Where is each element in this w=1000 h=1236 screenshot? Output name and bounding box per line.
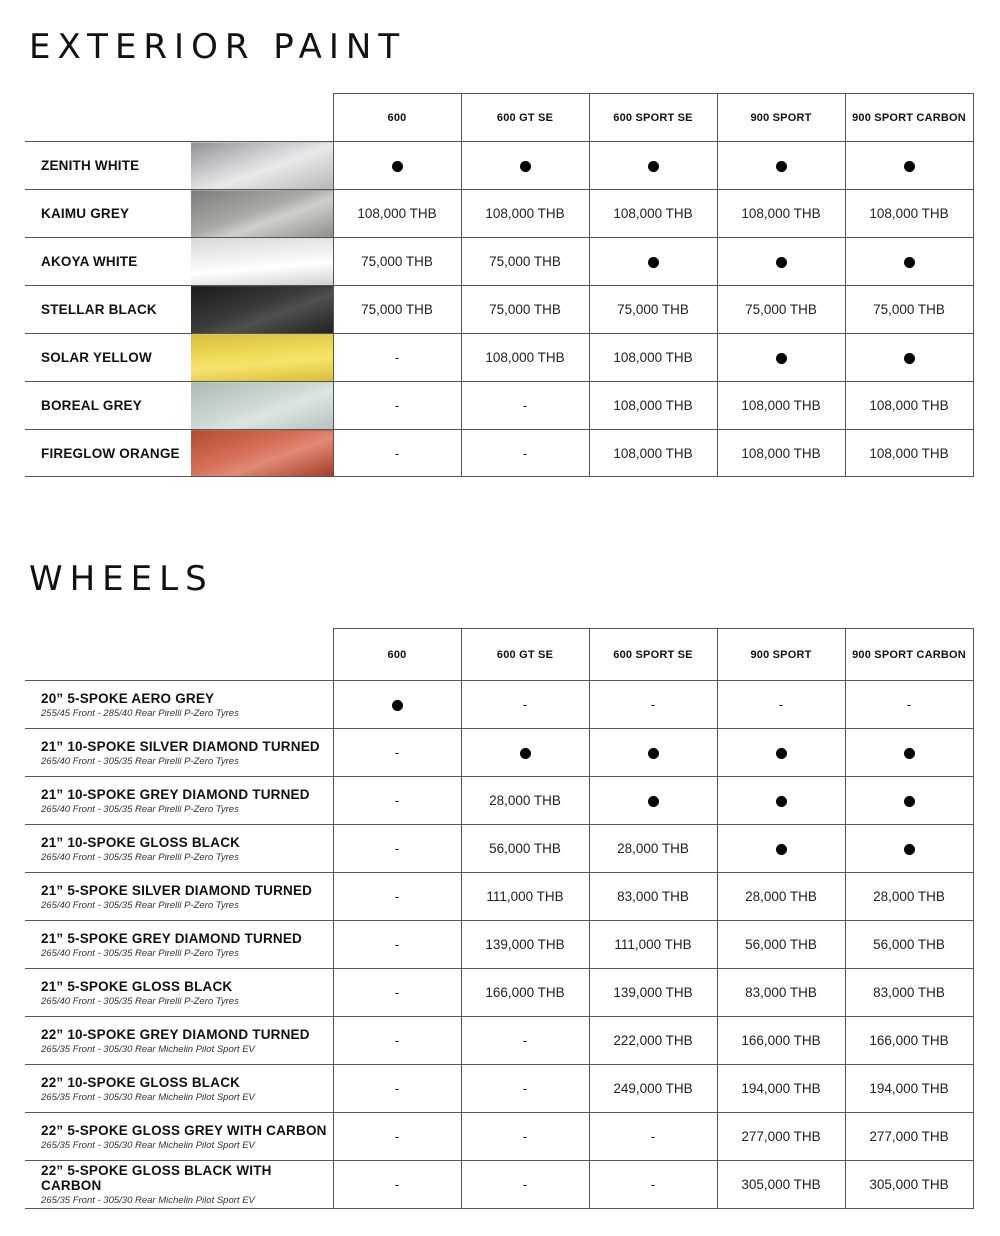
wheel-label-cell [25,873,333,921]
model-header: 600 GT SE [461,629,589,681]
standard-dot-icon [776,796,787,807]
wheel-row [25,825,973,873]
wheel-price-cell [845,825,973,873]
wheel-price-cell: - [333,921,461,969]
wheel-label-cell [25,1065,333,1113]
wheel-price-cell: 28,000 THB [461,777,589,825]
paint-price-cell: 108,000 THB [461,190,589,238]
paint-price-cell [589,238,717,286]
paint-swatch [191,286,333,334]
standard-dot-icon [904,796,915,807]
wheel-price-cell [333,681,461,729]
wheel-name: 20” 5-SPOKE AERO GREY [41,690,215,706]
paint-color-name: AKOYA WHITE [25,238,191,286]
wheel-price-cell: 28,000 THB [717,873,845,921]
paint-price-cell [845,238,973,286]
paint-price-cell: - [461,382,589,430]
paint-price-cell: 108,000 THB [845,430,973,477]
wheel-price-cell [845,777,973,825]
wheel-price-cell: 194,000 THB [845,1065,973,1113]
wheel-row [25,873,973,921]
wheel-label-cell [25,777,333,825]
wheel-price-cell: - [461,1017,589,1065]
paint-row [25,382,973,430]
standard-dot-icon [776,257,787,268]
wheel-price-cell: 166,000 THB [845,1017,973,1065]
paint-price-cell: 108,000 THB [589,334,717,382]
paint-price-cell: 108,000 THB [461,334,589,382]
model-header: 600 [333,629,461,681]
wheel-tyre-spec: 265/40 Front - 305/35 Rear Pirelli P-Zero Tyres [41,803,239,815]
model-header: 600 GT SE [461,94,589,142]
paint-swatch [191,142,333,190]
wheel-price-cell: 83,000 THB [845,969,973,1017]
exterior-paint-table [25,93,974,477]
paint-price-cell [845,142,973,190]
wheel-label-cell [25,681,333,729]
wheel-tyre-spec: 265/35 Front - 305/30 Rear Michelin Pilot Sport EV [41,1043,255,1055]
wheel-price-cell: - [461,1161,589,1209]
paint-swatch [191,382,333,430]
paint-row [25,238,973,286]
wheel-price-cell [717,777,845,825]
wheel-price-cell: 111,000 THB [461,873,589,921]
wheel-price-cell [717,825,845,873]
model-header: 600 [333,94,461,142]
paint-price-cell: 108,000 THB [717,382,845,430]
wheel-row [25,921,973,969]
paint-price-cell: 75,000 THB [461,286,589,334]
wheel-price-cell: 56,000 THB [461,825,589,873]
paint-price-cell: 75,000 THB [461,238,589,286]
wheel-price-cell: 111,000 THB [589,921,717,969]
paint-price-cell [461,142,589,190]
paint-row [25,334,973,382]
standard-dot-icon [648,796,659,807]
paint-price-cell: 108,000 THB [845,382,973,430]
wheel-price-cell: 166,000 THB [717,1017,845,1065]
paint-row [25,430,973,477]
wheel-price-cell: - [333,1161,461,1209]
wheel-label-cell [25,1113,333,1161]
wheel-price-cell: - [589,1113,717,1161]
model-header: 900 SPORT CARBON [845,94,973,142]
wheel-price-cell: - [589,1161,717,1209]
paint-color-name: ZENITH WHITE [25,142,191,190]
wheel-tyre-spec: 265/40 Front - 305/35 Rear Pirelli P-Zero Tyres [41,947,239,959]
wheel-name: 22” 10-SPOKE GLOSS BLACK [41,1074,241,1090]
wheel-tyre-spec: 265/40 Front - 305/35 Rear Pirelli P-Zero Tyres [41,851,239,863]
wheel-price-cell: 83,000 THB [589,873,717,921]
paint-price-cell: - [461,430,589,477]
wheel-tyre-spec: 265/35 Front - 305/30 Rear Michelin Pilot Sport EV [41,1139,255,1151]
paint-row [25,286,973,334]
wheel-row [25,777,973,825]
standard-dot-icon [776,844,787,855]
paint-swatch [191,334,333,382]
paint-price-cell: 108,000 THB [589,430,717,477]
wheels-header-row [25,629,973,681]
wheel-price-cell: - [717,681,845,729]
standard-dot-icon [904,353,915,364]
wheel-tyre-spec: 265/35 Front - 305/30 Rear Michelin Pilot Sport EV [41,1195,255,1206]
paint-price-cell: 75,000 THB [333,286,461,334]
standard-dot-icon [520,161,531,172]
paint-swatch [191,430,333,477]
wheel-price-cell [717,729,845,777]
paint-price-cell: - [333,334,461,382]
wheel-price-cell: - [333,1113,461,1161]
wheels-title: WHEELS [29,559,214,599]
wheel-label-cell [25,1017,333,1065]
standard-dot-icon [392,161,403,172]
wheel-label-cell [25,969,333,1017]
header-blank [25,629,333,681]
paint-price-cell [717,334,845,382]
standard-dot-icon [776,748,787,759]
paint-price-cell: 108,000 THB [717,190,845,238]
wheel-price-cell [589,777,717,825]
standard-dot-icon [904,844,915,855]
wheel-name: 21” 5-SPOKE GLOSS BLACK [41,978,233,994]
wheel-price-cell: - [333,1065,461,1113]
wheel-label-cell [25,1161,333,1209]
wheel-price-cell: 249,000 THB [589,1065,717,1113]
standard-dot-icon [520,748,531,759]
wheel-price-cell: 83,000 THB [717,969,845,1017]
standard-dot-icon [392,700,403,711]
model-header: 600 SPORT SE [589,629,717,681]
wheel-name: 22” 5-SPOKE GLOSS GREY WITH CARBON [41,1122,327,1138]
wheel-row [25,1113,973,1161]
paint-price-cell: 108,000 THB [589,382,717,430]
model-header: 900 SPORT [717,94,845,142]
wheel-price-cell: - [461,681,589,729]
paint-price-cell: 75,000 THB [333,238,461,286]
paint-color-name: KAIMU GREY [25,190,191,238]
wheel-price-cell: 28,000 THB [589,825,717,873]
wheel-price-cell: 194,000 THB [717,1065,845,1113]
paint-swatch [191,190,333,238]
wheel-row [25,1161,973,1209]
wheel-label-cell [25,729,333,777]
wheel-name: 21” 10-SPOKE SILVER DIAMOND TURNED [41,738,320,754]
standard-dot-icon [904,748,915,759]
paint-color-name: STELLAR BLACK [25,286,191,334]
wheel-price-cell [845,729,973,777]
wheel-label-cell [25,921,333,969]
paint-price-cell: - [333,430,461,477]
paint-price-cell: 75,000 THB [845,286,973,334]
paint-header-row [25,94,973,142]
exterior-paint-title: EXTERIOR PAINT [29,27,407,67]
wheel-price-cell: - [461,1065,589,1113]
paint-price-cell [717,142,845,190]
paint-color-name: SOLAR YELLOW [25,334,191,382]
paint-price-cell: 108,000 THB [589,190,717,238]
wheel-price-cell: 28,000 THB [845,873,973,921]
wheel-price-cell: - [333,777,461,825]
wheel-row [25,1017,973,1065]
paint-price-cell [589,142,717,190]
wheel-price-cell [589,729,717,777]
model-header: 900 SPORT [717,629,845,681]
wheel-row [25,969,973,1017]
wheel-tyre-spec: 255/45 Front - 285/40 Rear Pirelli P-Zero Tyres [41,707,239,719]
wheel-price-cell: - [333,1017,461,1065]
wheel-price-cell: 305,000 THB [717,1161,845,1209]
wheel-row [25,1065,973,1113]
paint-price-cell: - [333,382,461,430]
standard-dot-icon [904,161,915,172]
paint-price-cell: 108,000 THB [717,430,845,477]
wheel-price-cell: 277,000 THB [717,1113,845,1161]
wheel-name: 22” 10-SPOKE GREY DIAMOND TURNED [41,1026,310,1042]
wheel-tyre-spec: 265/40 Front - 305/35 Rear Pirelli P-Zero Tyres [41,995,239,1007]
paint-price-cell: 108,000 THB [333,190,461,238]
paint-price-cell: 75,000 THB [717,286,845,334]
wheel-price-cell: - [333,969,461,1017]
standard-dot-icon [648,161,659,172]
wheel-price-cell: - [845,681,973,729]
wheel-price-cell: - [333,729,461,777]
standard-dot-icon [904,257,915,268]
wheel-price-cell: 277,000 THB [845,1113,973,1161]
paint-price-cell: 108,000 THB [845,190,973,238]
wheel-price-cell: 305,000 THB [845,1161,973,1209]
wheel-price-cell: 139,000 THB [461,921,589,969]
paint-color-name: BOREAL GREY [25,382,191,430]
standard-dot-icon [776,161,787,172]
paint-price-cell [333,142,461,190]
wheel-price-cell: - [333,873,461,921]
wheel-row [25,729,973,777]
wheel-price-cell: - [461,1113,589,1161]
standard-dot-icon [776,353,787,364]
model-header: 600 SPORT SE [589,94,717,142]
paint-row [25,142,973,190]
wheel-price-cell: 166,000 THB [461,969,589,1017]
wheel-price-cell: 139,000 THB [589,969,717,1017]
wheel-tyre-spec: 265/40 Front - 305/35 Rear Pirelli P-Zero Tyres [41,755,239,767]
header-blank [25,94,333,142]
model-header: 900 SPORT CARBON [845,629,973,681]
paint-color-name: FIREGLOW ORANGE [25,430,191,477]
standard-dot-icon [648,748,659,759]
wheel-tyre-spec: 265/35 Front - 305/30 Rear Michelin Pilot Sport EV [41,1091,255,1103]
wheel-tyre-spec: 265/40 Front - 305/35 Rear Pirelli P-Zero Tyres [41,899,239,911]
wheel-name: 21” 5-SPOKE GREY DIAMOND TURNED [41,930,302,946]
wheel-name: 21” 10-SPOKE GREY DIAMOND TURNED [41,786,310,802]
wheel-name: 21” 5-SPOKE SILVER DIAMOND TURNED [41,882,313,898]
paint-price-cell [717,238,845,286]
wheel-row [25,681,973,729]
wheel-name: 21” 10-SPOKE GLOSS BLACK [41,834,241,850]
standard-dot-icon [648,257,659,268]
paint-price-cell [845,334,973,382]
wheel-price-cell: 56,000 THB [717,921,845,969]
wheel-price-cell [461,729,589,777]
paint-swatch [191,238,333,286]
wheel-name: 22” 5-SPOKE GLOSS BLACK WITH CARBON [41,1163,272,1193]
wheel-label-cell [25,825,333,873]
wheel-price-cell: 56,000 THB [845,921,973,969]
wheel-price-cell: 222,000 THB [589,1017,717,1065]
paint-price-cell: 75,000 THB [589,286,717,334]
wheels-table [25,628,974,1209]
wheel-price-cell: - [333,825,461,873]
paint-row [25,190,973,238]
wheel-price-cell: - [589,681,717,729]
